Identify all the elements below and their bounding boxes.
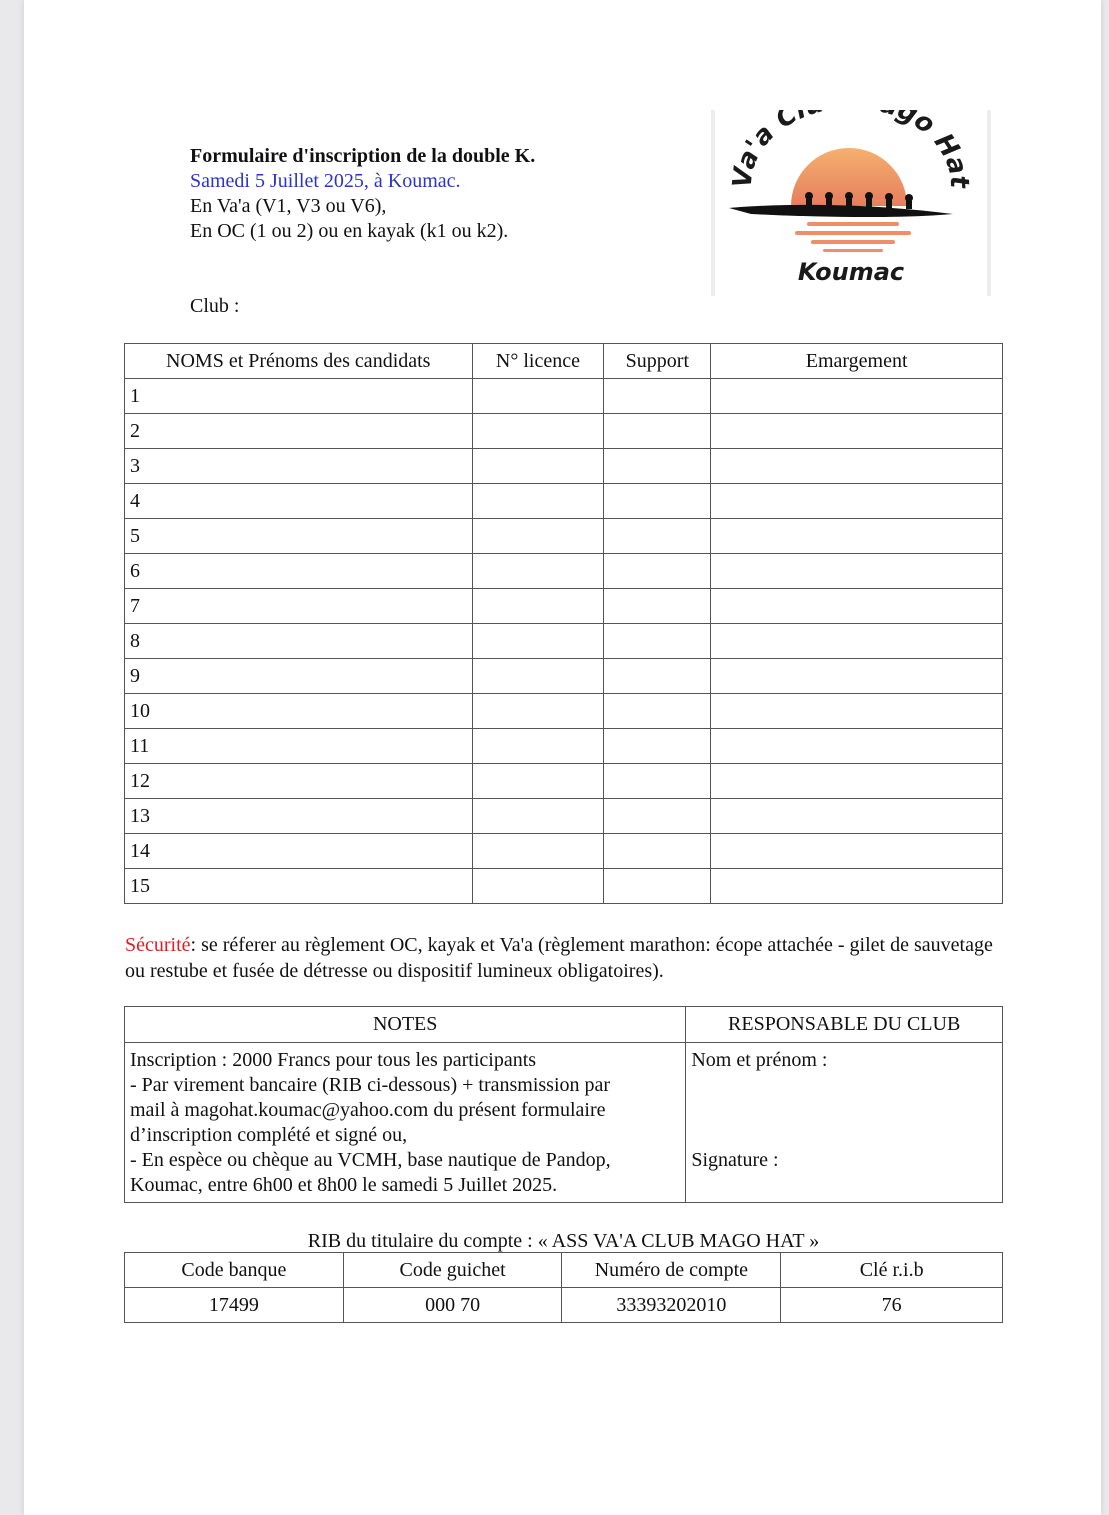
logo-text-bottom: Koumac bbox=[797, 258, 905, 286]
table-row bbox=[125, 694, 1003, 729]
licence-cell[interactable] bbox=[472, 519, 604, 554]
row-number[interactable]: 6 bbox=[125, 554, 473, 589]
table-row bbox=[125, 449, 1003, 484]
rib-account-number: 33393202010 bbox=[562, 1288, 781, 1323]
notes-line: mail à magohat.koumac@yahoo.com du présent formulaire bbox=[130, 1099, 606, 1121]
emargement-cell[interactable] bbox=[711, 449, 1003, 484]
table-row bbox=[125, 799, 1003, 834]
emargement-cell[interactable] bbox=[711, 694, 1003, 729]
boat-shape bbox=[729, 205, 953, 217]
support-cell[interactable] bbox=[604, 659, 711, 694]
support-cell[interactable] bbox=[604, 519, 711, 554]
emargement-cell[interactable] bbox=[711, 624, 1003, 659]
row-number[interactable]: 5 bbox=[125, 519, 473, 554]
name-label: Nom et prénom : bbox=[691, 1049, 828, 1071]
row-number[interactable]: 15 bbox=[125, 869, 473, 904]
emargement-cell[interactable] bbox=[711, 834, 1003, 869]
support-cell[interactable] bbox=[604, 554, 711, 589]
row-number[interactable]: 14 bbox=[125, 834, 473, 869]
licence-cell[interactable] bbox=[472, 764, 604, 799]
support-cell[interactable] bbox=[604, 729, 711, 764]
club-logo-graphic bbox=[711, 110, 991, 296]
event-line-vaa: En Va'a (V1, V3 ou V6), bbox=[190, 195, 387, 217]
document-page bbox=[24, 0, 1101, 1515]
notes-content bbox=[125, 1043, 686, 1203]
rib-header-bank-code: Code banque bbox=[125, 1253, 344, 1288]
col-header-emargement: Emargement bbox=[711, 344, 1003, 379]
notes-header: NOTES bbox=[125, 1007, 686, 1043]
rib-title: RIB du titulaire du compte : « ASS VA'A CLUB MAGO HAT » bbox=[307, 1230, 820, 1252]
logo-text-top: Va'a Cl go Hat bbox=[727, 110, 975, 190]
support-cell[interactable] bbox=[604, 624, 711, 659]
table-row bbox=[125, 869, 1003, 904]
emargement-cell[interactable] bbox=[711, 554, 1003, 589]
support-cell[interactable] bbox=[604, 449, 711, 484]
emargement-cell[interactable] bbox=[711, 519, 1003, 554]
table-row bbox=[125, 379, 1003, 414]
table-row bbox=[125, 624, 1003, 659]
support-cell[interactable] bbox=[604, 869, 711, 904]
rib-header-key: Clé r.i.b bbox=[781, 1253, 1003, 1288]
support-cell[interactable] bbox=[604, 834, 711, 869]
row-number[interactable]: 8 bbox=[125, 624, 473, 659]
rib-header-branch-code: Code guichet bbox=[343, 1253, 562, 1288]
licence-cell[interactable] bbox=[472, 589, 604, 624]
licence-cell[interactable] bbox=[472, 379, 604, 414]
col-header-licence: N° licence bbox=[472, 344, 604, 379]
table-row bbox=[125, 484, 1003, 519]
emargement-cell[interactable] bbox=[711, 379, 1003, 414]
security-text: : se réferer au règlement OC, kayak et Va'a (règlement marathon: écope attachée - gilet de sauvetage ou restube et fusée de détresse ou dispositif lumineux obligatoires). bbox=[125, 934, 993, 982]
support-cell[interactable] bbox=[604, 799, 711, 834]
event-date: Samedi 5 Juillet 2025, à Koumac. bbox=[190, 170, 461, 192]
col-header-names: NOMS et Prénoms des candidats bbox=[125, 344, 473, 379]
licence-cell[interactable] bbox=[472, 624, 604, 659]
rib-branch-code: 000 70 bbox=[343, 1288, 562, 1323]
row-number[interactable]: 9 bbox=[125, 659, 473, 694]
rib-key: 76 bbox=[781, 1288, 1003, 1323]
emargement-cell[interactable] bbox=[711, 799, 1003, 834]
rib-bank-code: 17499 bbox=[125, 1288, 344, 1323]
table-row bbox=[125, 519, 1003, 554]
row-number[interactable]: 7 bbox=[125, 589, 473, 624]
club-logo bbox=[711, 110, 991, 296]
emargement-cell[interactable] bbox=[711, 729, 1003, 764]
emargement-cell[interactable] bbox=[711, 764, 1003, 799]
table-row bbox=[125, 729, 1003, 764]
support-cell[interactable] bbox=[604, 379, 711, 414]
row-number[interactable]: 3 bbox=[125, 449, 473, 484]
rib-header-row bbox=[125, 1253, 1003, 1288]
notes-line: d’inscription complété et signé ou, bbox=[130, 1124, 408, 1146]
rib-table bbox=[124, 1252, 1003, 1323]
table-row bbox=[125, 834, 1003, 869]
support-cell[interactable] bbox=[604, 414, 711, 449]
support-cell[interactable] bbox=[604, 589, 711, 624]
event-line-oc: En OC (1 ou 2) ou en kayak (k1 ou k2). bbox=[190, 220, 509, 242]
row-number[interactable]: 11 bbox=[125, 729, 473, 764]
rib-header-account-number: Numéro de compte bbox=[562, 1253, 781, 1288]
emargement-cell[interactable] bbox=[711, 414, 1003, 449]
row-number[interactable]: 1 bbox=[125, 379, 473, 414]
row-number[interactable]: 4 bbox=[125, 484, 473, 519]
emargement-cell[interactable] bbox=[711, 484, 1003, 519]
notes-line: Inscription : 2000 Francs pour tous les participants bbox=[130, 1049, 537, 1071]
rib-value-row bbox=[125, 1288, 1003, 1323]
emargement-cell[interactable] bbox=[711, 869, 1003, 904]
emargement-cell[interactable] bbox=[711, 659, 1003, 694]
licence-cell[interactable] bbox=[472, 554, 604, 589]
club-label: Club : bbox=[190, 295, 240, 317]
licence-cell[interactable] bbox=[472, 834, 604, 869]
support-cell[interactable] bbox=[604, 764, 711, 799]
licence-cell[interactable] bbox=[472, 694, 604, 729]
licence-cell[interactable] bbox=[472, 729, 604, 764]
licence-cell[interactable] bbox=[472, 659, 604, 694]
licence-cell[interactable] bbox=[472, 484, 604, 519]
signature-label: Signature : bbox=[691, 1149, 779, 1171]
candidates-header-row bbox=[125, 344, 1003, 379]
sun-reflection-icon bbox=[795, 222, 911, 252]
notes-table bbox=[124, 1006, 1003, 1203]
responsable-header: RESPONSABLE DU CLUB bbox=[686, 1007, 1003, 1043]
security-label: Sécurité bbox=[125, 934, 191, 956]
licence-cell[interactable] bbox=[472, 449, 604, 484]
col-header-support: Support bbox=[604, 344, 711, 379]
row-number[interactable]: 12 bbox=[125, 764, 473, 799]
table-row bbox=[125, 554, 1003, 589]
security-notice bbox=[125, 932, 1005, 984]
row-number[interactable]: 13 bbox=[125, 799, 473, 834]
support-cell[interactable] bbox=[604, 694, 711, 729]
table-row bbox=[125, 659, 1003, 694]
table-row bbox=[125, 764, 1003, 799]
notes-line: - En espèce ou chèque au VCMH, base nautique de Pandop, bbox=[130, 1149, 611, 1171]
row-number[interactable]: 2 bbox=[125, 414, 473, 449]
emargement-cell[interactable] bbox=[711, 589, 1003, 624]
support-cell[interactable] bbox=[604, 484, 711, 519]
licence-cell[interactable] bbox=[472, 799, 604, 834]
table-row bbox=[125, 589, 1003, 624]
responsable-content[interactable] bbox=[686, 1043, 1003, 1203]
candidates-table bbox=[124, 343, 1003, 904]
table-row bbox=[125, 414, 1003, 449]
notes-line: Koumac, entre 6h00 et 8h00 le samedi 5 Juillet 2025. bbox=[130, 1174, 558, 1196]
row-number[interactable]: 10 bbox=[125, 694, 473, 729]
notes-line: - Par virement bancaire (RIB ci-dessous) + transmission par bbox=[130, 1074, 611, 1096]
form-title: Formulaire d'inscription de la double K. bbox=[190, 145, 536, 167]
licence-cell[interactable] bbox=[472, 414, 604, 449]
licence-cell[interactable] bbox=[472, 869, 604, 904]
